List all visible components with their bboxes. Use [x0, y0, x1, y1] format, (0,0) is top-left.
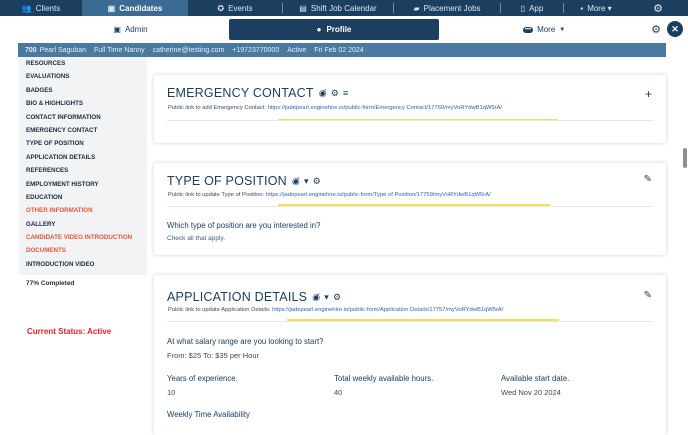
weekly-availability-label: Weekly Time Availability — [167, 410, 250, 419]
current-status: Current Status: Active — [27, 327, 112, 336]
divider — [167, 206, 653, 207]
gear-icon[interactable]: ⚙ — [332, 291, 342, 302]
sidebar-item-education[interactable]: EDUCATION — [26, 193, 63, 201]
admin-icon: ▣ — [113, 25, 121, 34]
tab-more[interactable] — [564, 0, 628, 16]
sidebar-item-other-info[interactable]: OTHER INFORMATION — [26, 207, 93, 215]
position-hint: Check all that apply. — [167, 235, 226, 242]
tab-placement-jobs[interactable] — [394, 0, 500, 16]
clients-icon: 👥 — [21, 3, 32, 13]
profile-tab[interactable] — [229, 19, 439, 40]
candidate-info-bar — [18, 43, 666, 57]
candidate-status: Active — [287, 46, 307, 54]
tab-candidates[interactable] — [82, 0, 188, 16]
sidebar-item-intro-video[interactable]: INTRODUCTION VIDEO — [26, 260, 95, 268]
admin-tab[interactable] — [108, 19, 153, 40]
caret-down-icon[interactable]: ▾ — [324, 291, 329, 302]
close-icon[interactable]: ✕ — [667, 21, 683, 37]
tab-app[interactable] — [501, 0, 563, 16]
salary-question: At what salary range are you looking to start? — [167, 337, 324, 346]
sidebar-item-video-intro[interactable]: CANDIDATE VIDEO INTRODUCTION — [26, 234, 133, 242]
field-value: 10 — [167, 388, 176, 397]
more-icon: ▪ — [580, 3, 584, 13]
job-icon: ▰ — [413, 3, 420, 13]
tab-clients-label: Clients — [35, 3, 61, 13]
gear-icon[interactable]: ⚙ — [330, 87, 340, 98]
caret-down-icon[interactable]: ▾ — [303, 175, 309, 186]
sidebar-item-contact[interactable]: CONTACT INFORMATION — [26, 113, 101, 121]
position-question: Which type of position are you interested in? — [167, 221, 321, 230]
calendar-icon: ▤ — [299, 3, 307, 13]
application-public-link[interactable]: https://jadepearl.enginehire.io/public-form/Application Details/17757/myVoRYdwB1qW5rA/ — [272, 307, 504, 313]
tab-events-label: Events — [228, 3, 253, 13]
field-label: Total weekly available hours. — [334, 374, 434, 383]
emergency-link-row — [168, 105, 502, 111]
application-link-row — [168, 307, 503, 313]
divider — [167, 120, 653, 121]
settings-icon[interactable]: ⚙ — [653, 2, 663, 15]
candidate-date: Fri Feb 02 2024 — [314, 46, 364, 54]
sidebar-item-resources[interactable]: RESOURCES — [26, 60, 66, 67]
sidebar-item-application[interactable]: APPLICATION DETAILS — [26, 153, 96, 161]
application-title: APPLICATION DETAILS — [167, 290, 308, 304]
emergency-title: EMERGENCY CONTACT — [167, 86, 314, 100]
sidebar-item-position[interactable]: TYPE OF POSITION — [26, 140, 84, 148]
sidebar-item-badges[interactable]: BADGES — [26, 86, 53, 94]
settings-gear-icon[interactable]: ⚙ — [651, 24, 661, 36]
position-title-row — [167, 174, 321, 188]
phone-icon: ▯ — [520, 3, 526, 13]
more-dropdown[interactable] — [518, 19, 570, 40]
candidate-phone[interactable]: +19723770000 — [232, 46, 280, 54]
candidate-email[interactable]: catherine@testing.com — [152, 46, 225, 54]
more-dots-icon: ••• — [524, 26, 532, 33]
tab-events[interactable] — [188, 0, 282, 16]
emergency-title-row — [167, 86, 349, 100]
field-value: 40 — [334, 388, 343, 397]
sidebar-item-bio[interactable]: BIO & HIGHLIGHTS — [26, 100, 84, 108]
field-label: Available start date. — [501, 374, 570, 383]
tab-clients[interactable] — [0, 0, 82, 16]
admin-tab-label: Admin — [124, 25, 148, 34]
sidebar-item-emergency[interactable]: EMERGENCY CONTACT — [26, 126, 98, 134]
hidden-eye-icon[interactable]: ◉̸ — [312, 291, 321, 302]
briefcase-icon: ▣ — [107, 3, 116, 13]
candidate-name: Pearl Saguban — [39, 46, 87, 54]
application-title-row — [167, 290, 341, 304]
field-label: Years of experience. — [167, 374, 238, 383]
tab-more-label: More ▾ — [587, 3, 612, 13]
trophy-icon: ✪ — [217, 3, 225, 13]
user-icon: ● — [316, 25, 322, 34]
emergency-contact-card — [154, 75, 666, 143]
position-title: TYPE OF POSITION — [167, 174, 287, 188]
tab-candidates-label: Candidates — [119, 3, 163, 13]
position-link-label: Public link to update Type of Position: — [168, 192, 265, 198]
emergency-link-label: Public link to add Emergency Contact: — [168, 105, 266, 111]
sub-nav — [0, 16, 688, 43]
edit-pencil-icon[interactable]: ✎ — [643, 290, 652, 301]
position-public-link[interactable]: https://jadepearl.enginehire.io/public-form/Type of Position/17759/myVoRYdwB1qW5rA/ — [265, 192, 491, 198]
more-dropdown-label: More — [537, 25, 556, 34]
top-nav — [0, 0, 688, 16]
sidebar-item-gallery[interactable]: GALLERY — [26, 220, 56, 228]
sidebar-item-evaluations[interactable]: EVALUATIONS — [26, 73, 70, 81]
emergency-public-link[interactable]: https://jadepearl.enginehire.io/public-form/Emergency Contact/17760/myVoRYdwB1qW5rA/ — [267, 105, 503, 111]
filter-icon[interactable]: ≡ — [343, 88, 349, 98]
profile-tab-label: Profile — [326, 25, 352, 34]
sidebar-item-documents[interactable]: DOCUMENTS — [26, 247, 66, 255]
sidebar-item-references[interactable]: REFERENCES — [26, 167, 69, 175]
tab-app-label: App — [529, 3, 544, 13]
edit-pencil-icon[interactable]: ✎ — [643, 174, 652, 185]
tab-placement-label: Placement Jobs — [423, 3, 481, 13]
chevron-down-icon: ▼ — [559, 26, 566, 33]
sidebar-item-employment[interactable]: EMPLOYMENT HISTORY — [26, 180, 99, 188]
add-icon[interactable]: + — [644, 87, 652, 101]
application-details-card — [154, 275, 666, 435]
profile-sidebar — [19, 57, 147, 275]
tab-shift-job-calendar[interactable] — [283, 0, 393, 16]
candidate-type: Full Time Nanny — [94, 46, 145, 54]
hidden-eye-icon[interactable]: ◉̸ — [291, 175, 300, 186]
completion-text: 77% Completed — [26, 280, 75, 287]
position-link-row — [168, 192, 491, 198]
gear-icon[interactable]: ⚙ — [312, 175, 321, 186]
tab-shift-label: Shift Job Calendar — [310, 3, 377, 13]
divider — [167, 321, 653, 322]
type-of-position-card — [154, 163, 666, 255]
candidate-prefix: 700 — [25, 46, 37, 54]
scrollbar-thumb[interactable] — [683, 148, 687, 168]
salary-answer: From: $25 To: $35 per Hour — [167, 351, 259, 360]
application-link-label: Public link to update Application Details: — [168, 307, 271, 313]
field-value: Wed Nov 20 2024 — [501, 388, 561, 397]
hidden-eye-icon[interactable]: ◉̸ — [318, 87, 327, 98]
